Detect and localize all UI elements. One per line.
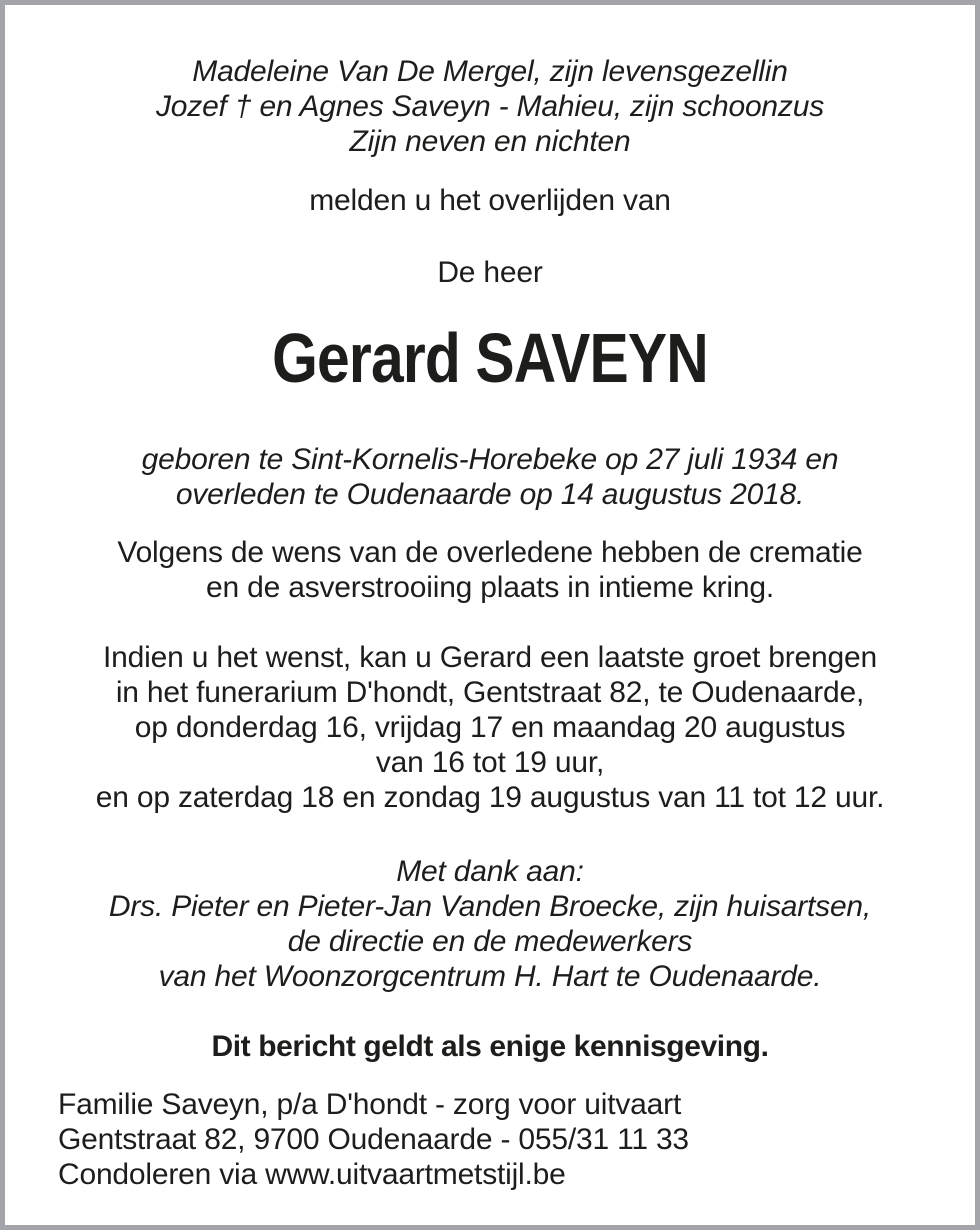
birth-death-dates [5,442,975,512]
deceased-name: Gerard SAVEYN [272,319,708,397]
birth-line: geboren te Sint-Kornelis-Horebeke op 27 juli 1934 en [141,443,839,476]
contact-condolence-url: Condoleren via www.uitvaartmetstijl.be [58,1158,566,1191]
sole-notification-notice: Dit bericht geldt als enige kennisgeving. [211,1030,769,1063]
farewell-visits: Indien u het wenst, kan u Gerard een laatste groet brengen in het funerarium D'hondt, Gentstraat 82, te Oudenaarde, op donderdag 16, vrijdag 17 en maandag 20 augustus van 16 tot 19 uur, en op zaterdag 18 en zondag 19 augustus van 11 tot 12 uur. [95,641,885,814]
contact-family-line: Familie Saveyn, p/a D'hondt - zorg voor uitvaart [58,1088,682,1121]
contact-address-line: Gentstraat 82, 9700 Oudenaarde - 055/31 11 33 [58,1123,689,1156]
deceased-name-block [5,318,975,398]
acknowledgements: Met dank aan: Drs. Pieter en Pieter-Jan Vanden Broecke, zijn huisartsen, de directie en de medewerkers van het Woonzorgcentrum H. Hart te Oudenaarde. [108,855,872,993]
honorific: De heer [437,256,543,289]
cremation-notice: Volgens de wens van de overledene hebben de crematie en de asverstrooiing plaats in intieme kring. [117,536,863,604]
relative-line: Madeleine Van De Mergel, zijn levensgezellin [192,55,788,88]
death-line: overleden te Oudenaarde op 14 augustus 2018. [175,478,805,511]
relative-line: Jozef † en Agnes Saveyn - Mahieu, zijn schoonzus [155,90,824,123]
family-contact [5,1087,975,1192]
relatives-block [5,54,975,159]
announcement-phrase: melden u het overlijden van [309,184,671,217]
relative-line: Zijn neven en nichten [349,125,631,158]
